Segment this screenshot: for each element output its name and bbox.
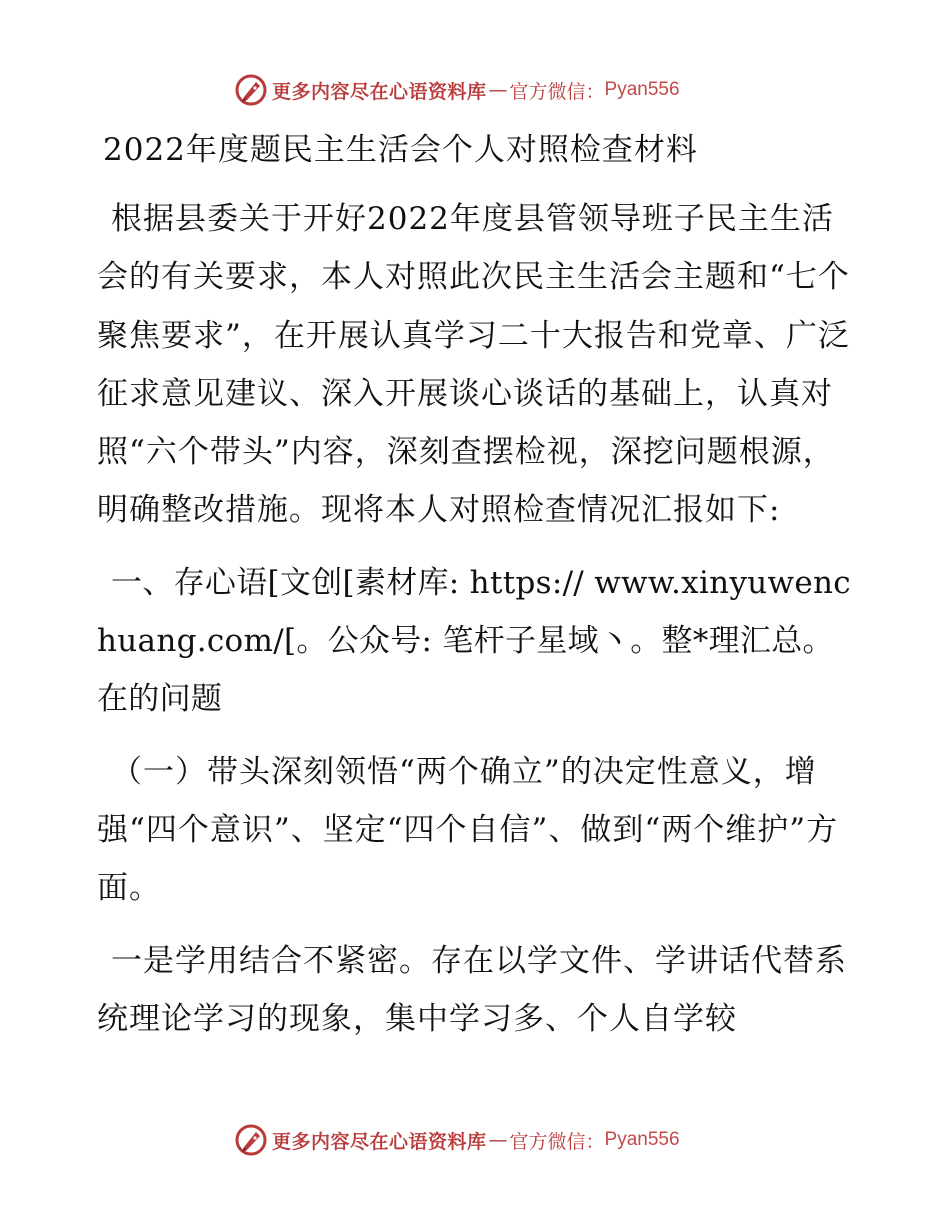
watermark-separator: — [488, 79, 508, 101]
watermark-official-label: 官方微信： [509, 1130, 605, 1153]
footer-watermark [234, 1120, 754, 1160]
paragraph-intro: 根据县委关于开好2022年度县管领导班子民主生活会的有关要求，本人对照此次民主生活会主题和“七个聚焦要求”，在开展认真学习二十大报告和党章、广泛征求意见建议、深入开展谈心谈话的基础上，认真对照“六个带头”内容，深刻查摆检视，深挖问题根源，明确整改措施。现将本人对照检查情况汇报如下: [97, 201, 850, 529]
watermark-official-label: 官方微信： [509, 80, 605, 103]
document-title: 2022年度题民主生活会个人对照检查材料 [103, 132, 698, 168]
document-body [97, 124, 857, 1062]
paragraph-subsection-heading: （一）带头深刻领悟“两个确立”的决定性意义，增强“四个意识”、坚定“四个自信”、做到“两个维护”方面。 [97, 753, 839, 907]
header-watermark [234, 70, 754, 110]
watermark-wechat-id: Pyan556 [604, 1129, 680, 1150]
pen-nib-logo-icon [234, 1123, 268, 1157]
pen-nib-logo-icon [234, 73, 268, 107]
watermark-slogan: 更多内容尽在心语资料库 [272, 1130, 487, 1153]
paragraph-section-heading: 一、存心语[文创[素材库: https:// www.xinyuwenchuang.com/[。公众号: 笔杆子星域丶。整*理汇总。在的问题 [97, 564, 851, 718]
watermark-separator: — [488, 1129, 508, 1151]
paragraph-point-one: 一是学用结合不紧密。存在以学文件、学讲话代替系统理论学习的现象，集中学习多、个人自学较 [97, 942, 847, 1037]
watermark-wechat-id: Pyan556 [604, 79, 680, 100]
watermark-slogan: 更多内容尽在心语资料库 [272, 80, 487, 103]
